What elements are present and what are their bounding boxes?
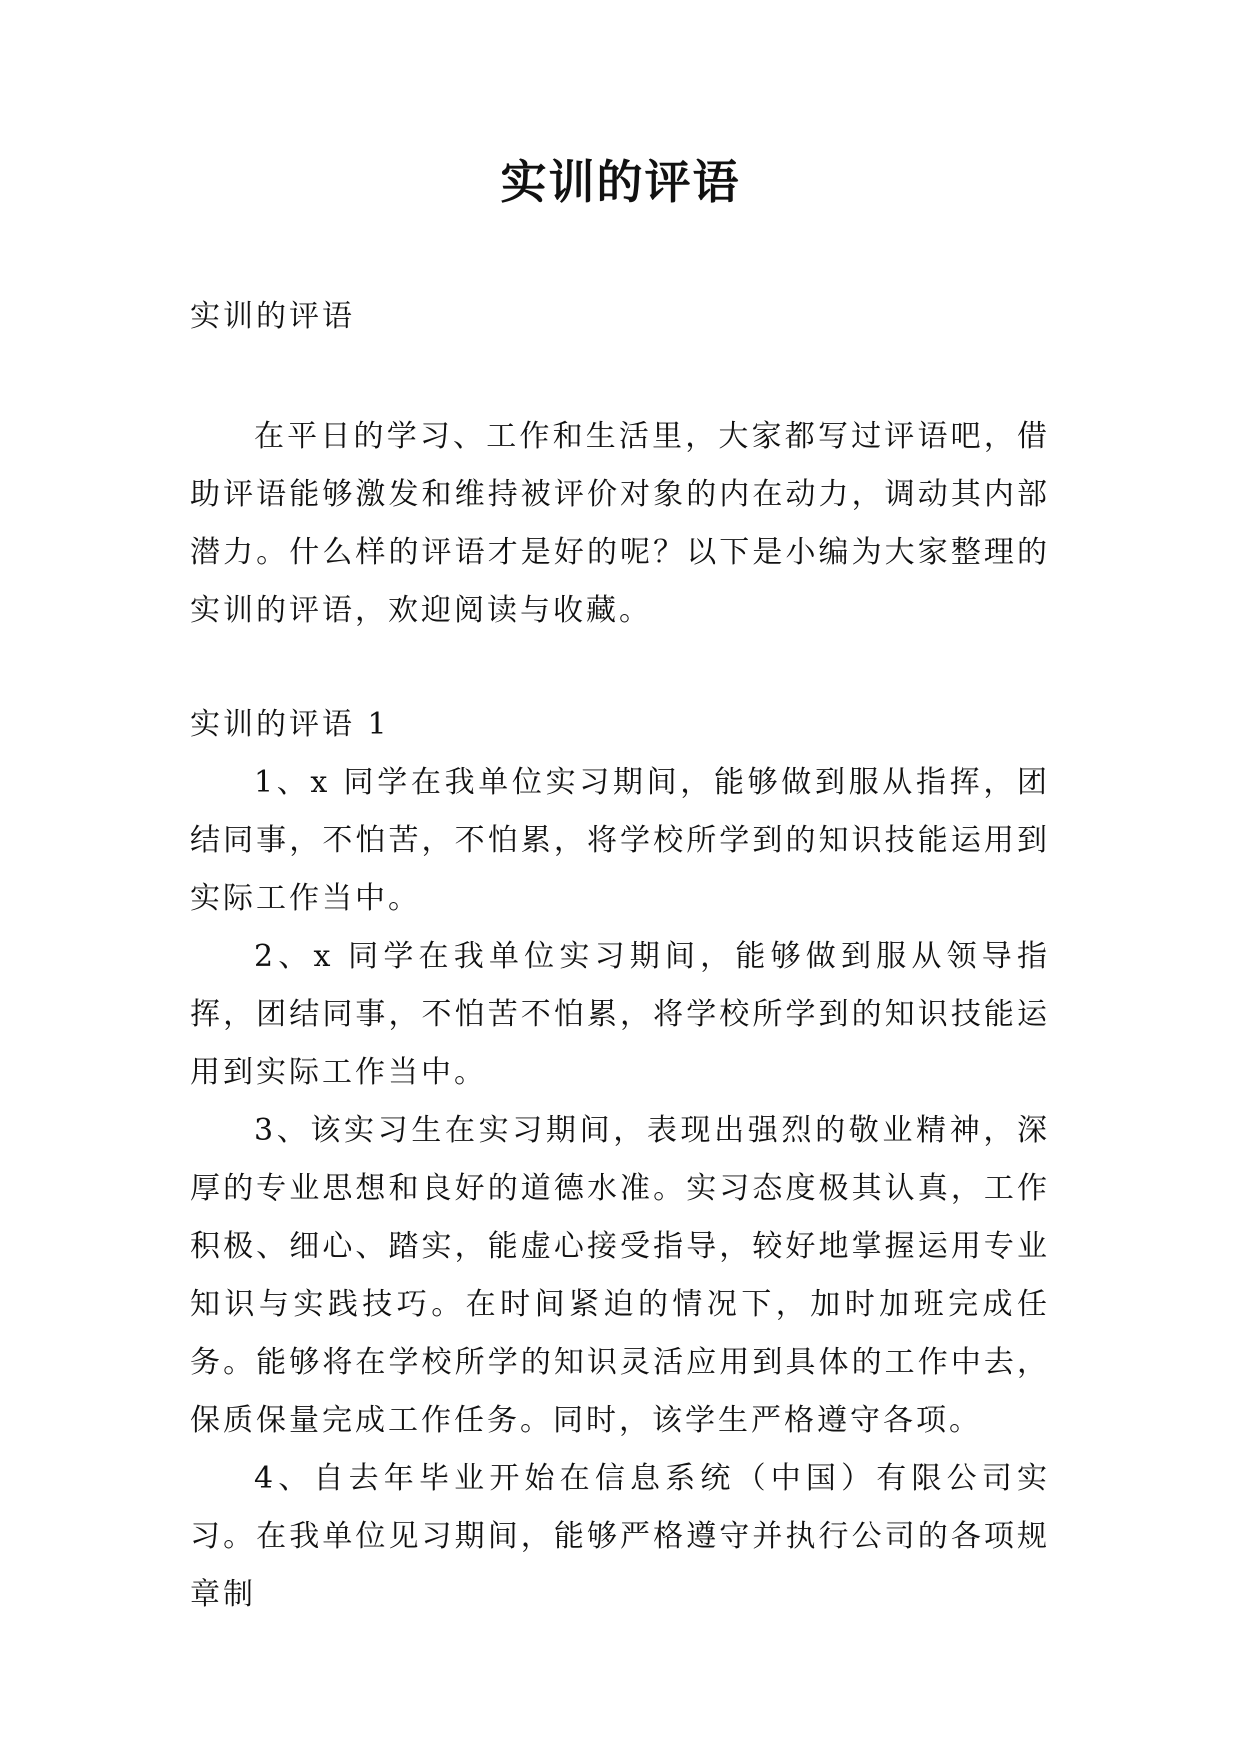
intro-paragraph: 在平日的学习、工作和生活里，大家都写过评语吧，借助评语能够激发和维持被评价对象的内在动力，调动其内部潜力。什么样的评语才是好的呢？以下是小编为大家整理的实训的评语，欢迎阅读与收藏。 (190, 419, 1050, 628)
list-item-2: 2、x 同学在我单位实习期间，能够做到服从领导指挥，团结同事，不怕苦不怕累，将学校所学到的知识技能运用到实际工作当中。 (190, 939, 1050, 1090)
document-subtitle: 实训的评语 (190, 299, 355, 334)
list-item-4: 4、自去年毕业开始在信息系统（中国）有限公司实习。在我单位见习期间，能够严格遵守并执行公司的各项规章制 (190, 1461, 1050, 1612)
document-body (190, 288, 1050, 1624)
list-item-1: 1、x 同学在我单位实习期间，能够做到服从指挥，团结同事，不怕苦，不怕累，将学校所学到的知识技能运用到实际工作当中。 (190, 765, 1050, 916)
list-item-3: 3、该实习生在实习期间，表现出强烈的敬业精神，深厚的专业思想和良好的道德水准。实习态度极其认真，工作积极、细心、踏实，能虚心接受指导，较好地掌握运用专业知识与实践技巧。在时间紧迫的情况下，加时加班完成任务。能够将在学校所学的知识灵活应用到具体的工作中去，保质保量完成工作任务。同时，该学生严格遵守各项。 (190, 1113, 1050, 1438)
document-title: 实训的评语 (500, 155, 741, 209)
section-heading: 实训的评语 1 (190, 707, 390, 742)
